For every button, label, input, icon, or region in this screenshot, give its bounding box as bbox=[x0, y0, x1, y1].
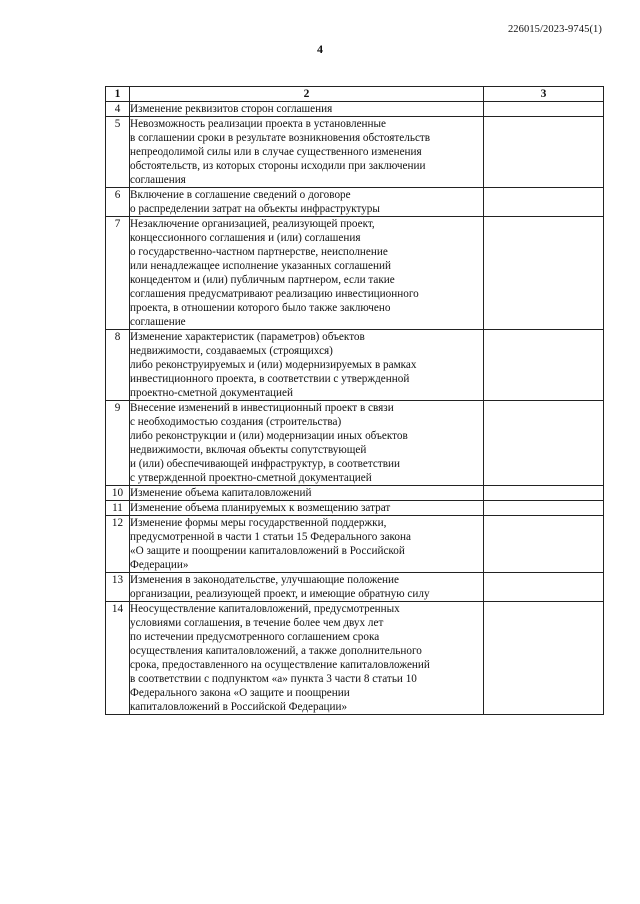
description-line: организации, реализующей проект, и имеющие обратную силу bbox=[130, 588, 430, 600]
description-line: Изменения в законодательстве, улучшающие положение bbox=[130, 574, 399, 586]
row-description bbox=[130, 102, 484, 117]
description-line: Изменение реквизитов сторон соглашения bbox=[130, 103, 333, 115]
description-line: Изменение объема капиталовложений bbox=[130, 487, 312, 499]
description-line: соглашение bbox=[130, 316, 186, 328]
description-line: Включение в соглашение сведений о договоре bbox=[130, 189, 351, 201]
row-column-3 bbox=[484, 516, 604, 573]
description-line: условиями соглашения, в течение более чем двух лет bbox=[130, 617, 384, 629]
description-line: в соглашении сроки в результате возникновения обстоятельств bbox=[130, 132, 431, 144]
table-body bbox=[106, 102, 604, 715]
row-description bbox=[130, 117, 484, 188]
changes-table bbox=[105, 86, 604, 715]
description-line: проектно-сметной документацией bbox=[130, 387, 293, 399]
table-row bbox=[106, 501, 604, 516]
table-row bbox=[106, 516, 604, 573]
row-number: 5 bbox=[106, 117, 130, 188]
row-description bbox=[130, 602, 484, 715]
description-line: Изменение формы меры государственной поддержки, bbox=[130, 517, 387, 529]
table-row bbox=[106, 486, 604, 501]
description-line: с необходимостью создания (строительства) bbox=[130, 416, 342, 428]
description-line: Изменение объема планируемых к возмещению затрат bbox=[130, 502, 391, 514]
description-line: с утвержденной проектно-сметной документацией bbox=[130, 472, 372, 484]
table-row bbox=[106, 102, 604, 117]
description-line: соглашения предусматривают реализацию инвестиционного bbox=[130, 288, 419, 300]
description-line: срока, предоставленного на осуществление капиталовложений bbox=[130, 659, 430, 671]
row-column-3 bbox=[484, 573, 604, 602]
row-description bbox=[130, 188, 484, 217]
row-number: 4 bbox=[106, 102, 130, 117]
description-line: концессионного соглашения и (или) соглашения bbox=[130, 232, 361, 244]
description-line: о распределении затрат на объекты инфраструктуры bbox=[130, 203, 380, 215]
row-column-3 bbox=[484, 401, 604, 486]
row-description bbox=[130, 501, 484, 516]
description-line: Незаключение организацией, реализующей проект, bbox=[130, 218, 375, 230]
description-line: либо реконструкции и (или) модернизации иных объектов bbox=[130, 430, 408, 442]
description-line: проекта, в отношении которого было также заключено bbox=[130, 302, 391, 314]
row-column-3 bbox=[484, 217, 604, 330]
row-description bbox=[130, 401, 484, 486]
description-line: недвижимости, включая объекты сопутствующей bbox=[130, 444, 367, 456]
description-line: обстоятельств, из которых стороны исходили при заключении bbox=[130, 160, 426, 172]
table-row bbox=[106, 330, 604, 401]
row-description bbox=[130, 573, 484, 602]
description-line: непреодолимой силы или в случае существенного изменения bbox=[130, 146, 422, 158]
description-line: Изменение характеристик (параметров) объектов bbox=[130, 331, 365, 343]
description-line: Внесение изменений в инвестиционный проект в связи bbox=[130, 402, 394, 414]
description-line: недвижимости, создаваемых (строящихся) bbox=[130, 345, 333, 357]
table-row bbox=[106, 602, 604, 715]
description-line: в соответствии с подпунктом «а» пункта 3 части 8 статьи 10 bbox=[130, 673, 417, 685]
row-number: 14 bbox=[106, 602, 130, 715]
row-number: 11 bbox=[106, 501, 130, 516]
row-number: 6 bbox=[106, 188, 130, 217]
table-row bbox=[106, 217, 604, 330]
row-column-3 bbox=[484, 117, 604, 188]
description-line: Неосуществление капиталовложений, предусмотренных bbox=[130, 603, 400, 615]
table-header-row bbox=[106, 87, 604, 102]
row-description bbox=[130, 486, 484, 501]
row-description bbox=[130, 217, 484, 330]
description-line: «О защите и поощрении капиталовложений в Российской bbox=[130, 545, 405, 557]
row-column-3 bbox=[484, 486, 604, 501]
row-column-3 bbox=[484, 501, 604, 516]
table-row bbox=[106, 117, 604, 188]
row-description bbox=[130, 516, 484, 573]
description-line: или ненадлежащее исполнение указанных соглашений bbox=[130, 260, 391, 272]
column-header-2: 2 bbox=[130, 87, 484, 102]
row-number: 12 bbox=[106, 516, 130, 573]
row-number: 9 bbox=[106, 401, 130, 486]
row-column-3 bbox=[484, 188, 604, 217]
page-number: 4 bbox=[317, 42, 323, 56]
row-number: 13 bbox=[106, 573, 130, 602]
row-number: 8 bbox=[106, 330, 130, 401]
table-row bbox=[106, 401, 604, 486]
row-description bbox=[130, 330, 484, 401]
description-line: Федерального закона «О защите и поощрении bbox=[130, 687, 350, 699]
table-row bbox=[106, 573, 604, 602]
description-line: и (или) обеспечивающей инфраструктур, в соответствии bbox=[130, 458, 400, 470]
column-header-3: 3 bbox=[484, 87, 604, 102]
description-line: концедентом и (или) публичным партнером, если такие bbox=[130, 274, 395, 286]
description-line: капиталовложений в Российской Федерации» bbox=[130, 701, 348, 713]
description-line: Федерации» bbox=[130, 559, 189, 571]
row-column-3 bbox=[484, 102, 604, 117]
description-line: соглашения bbox=[130, 174, 186, 186]
description-line: о государственно-частном партнерстве, неисполнение bbox=[130, 246, 388, 258]
description-line: предусмотренной в части 1 статьи 15 Федерального закона bbox=[130, 531, 411, 543]
document-id: 226015/2023-9745(1) bbox=[507, 24, 602, 35]
row-number: 7 bbox=[106, 217, 130, 330]
row-number: 10 bbox=[106, 486, 130, 501]
row-column-3 bbox=[484, 330, 604, 401]
column-header-1: 1 bbox=[106, 87, 130, 102]
row-column-3 bbox=[484, 602, 604, 715]
description-line: инвестиционного проекта, в соответствии с утвержденной bbox=[130, 373, 410, 385]
table-row bbox=[106, 188, 604, 217]
description-line: либо реконструируемых и (или) модернизируемых в рамках bbox=[130, 359, 417, 371]
description-line: Невозможность реализации проекта в установленные bbox=[130, 118, 387, 130]
description-line: по истечении предусмотренного соглашением срока bbox=[130, 631, 380, 643]
description-line: осуществления капиталовложений, а также дополнительного bbox=[130, 645, 422, 657]
